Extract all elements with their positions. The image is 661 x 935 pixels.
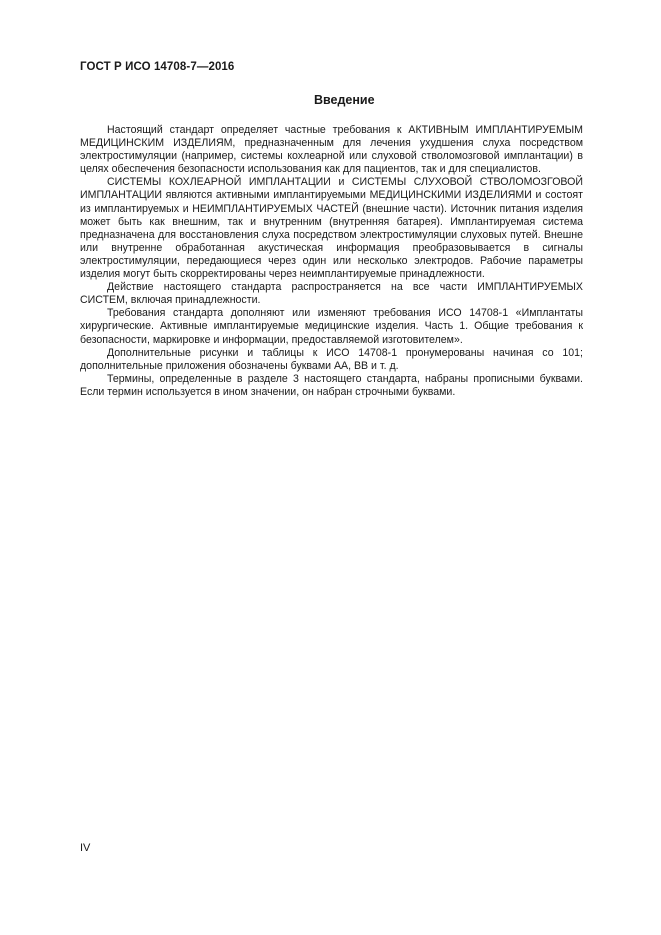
paragraph-systems: СИСТЕМЫ КОХЛЕАРНОЙ ИМПЛАНТАЦИИ и СИСТЕМЫ СЛУХОВОЙ СТВОЛОМОЗГОВОЙ ИМПЛАНТАЦИИ являются активными имплантируемыми МЕДИЦИНСКИМИ ИЗДЕЛИЯМИ и состоят из имплантируемых и НЕИМПЛАНТИРУЕМЫХ ЧАСТЕЙ (внешние части). Источник питания изделия может быть как внешним, так и внутренним (внутренняя батарея). Имплантируемая система предназначена для восстановления слуха посредством электростимуляции слуховых путей. Внешне или внутренне обработанная акустическая информация преобразовывается в сигналы электростимуляции, передающиеся через один или несколько электродов. Рабочие параметры изделия могут быть скорректированы через неимплантируемые принадлежности. bbox=[80, 176, 583, 281]
section-title: Введение bbox=[314, 93, 375, 107]
paragraph-numbering: Дополнительные рисунки и таблицы к ИСО 14708-1 пронумерованы начиная со 101; дополнительные приложения обозначены буквами АА, ВВ и т. д. bbox=[80, 346, 583, 372]
paragraph-requirements: Требования стандарта дополняют или изменяют требования ИСО 14708-1 «Имплантаты хирургические. Активные имплантируемые медицинские изделия. Часть 1. Общие требования к безопасности, маркировке и информации, предоставляемой изготовителем». bbox=[80, 307, 583, 346]
paragraph-terms: Термины, определенные в разделе 3 настоящего стандарта, набраны прописными буквами. Если термин используется в ином значении, он набран строчными буквами. bbox=[80, 372, 583, 398]
page-number: IV bbox=[80, 842, 91, 854]
standard-designation: ГОСТ Р ИСО 14708-7—2016 bbox=[80, 61, 235, 73]
paragraph-scope: Настоящий стандарт определяет частные требования к АКТИВНЫМ ИМПЛАНТИРУЕМЫМ МЕДИЦИНСКИМ ИЗДЕЛИЯМ, предназначенным для лечения ухудшения слуха посредством электростимуляции (например, системы кохлеарной или слуховой стволомозговой имплантации) в целях обеспечения безопасности использования как для пациентов, так и для специалистов. bbox=[80, 124, 583, 176]
paragraph-applicability: Действие настоящего стандарта распространяется на все части ИМПЛАНТИРУЕМЫХ СИСТЕМ, включая принадлежности. bbox=[80, 281, 583, 307]
introduction-body bbox=[80, 124, 583, 399]
